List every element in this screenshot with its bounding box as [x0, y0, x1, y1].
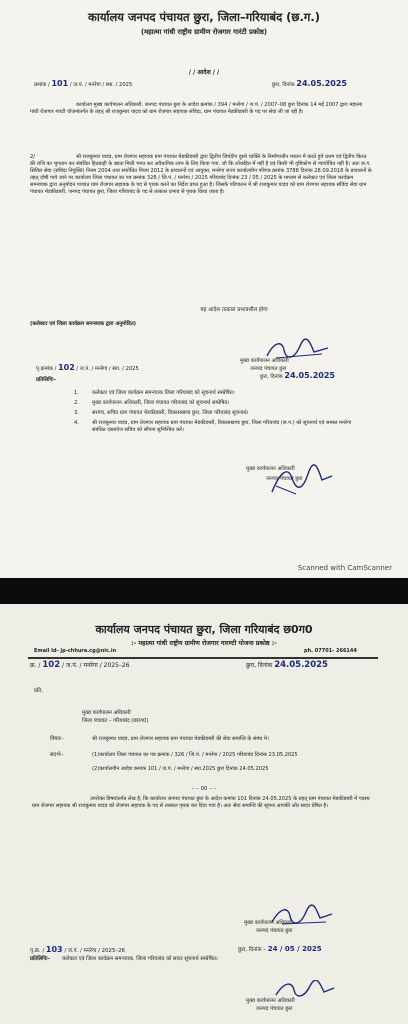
copy-date: छुरा, दिनांक 24.05.2025: [260, 371, 335, 380]
approval-note: (कलेक्टर एवं जिला कार्यक्रम समन्वयक द्वारा अनुमोदित): [30, 321, 137, 327]
letter-reference: क्र. / 102 / ज.पं. / मनरेगा / 2025–26: [30, 660, 130, 670]
bottom-copy-text: कलेक्टर एवं जिला कार्यक्रम समन्वयक, जिला गरियाबंद को सादर सूचनार्थ सम्प्रेषित।: [62, 956, 218, 962]
signatory-2-designation: मुख्य कार्यपालन अधिकारी: [246, 466, 295, 472]
copy-item-4: श्री राजकुमार यादव, ग्राम रोजगार सहायक ग्राम पंचायत मेडकीडबरी, विकासखण्ड छुरा, जिला गरियाबंद (छ.ग.) को सूचनार्थ एवं समस्त मनरेगा संबंधित दस्तावेज सचिव को सौंपना सुनिश्चित करें।: [92, 420, 352, 434]
scanner-watermark: Scanned with CamScanner: [297, 564, 392, 572]
signatory-2-office: जनपद पंचायत छुरा: [266, 476, 303, 482]
effect-line: यह आदेश तत्काल प्रभावशील होगा: [200, 307, 268, 313]
copy-reference: पृ.क्रमांक / 102 / ज.पं. / मनरेगा / स्था. / 2025: [36, 363, 139, 372]
signature-4-image: [272, 980, 338, 1000]
bottom-date: छुरा, दिनांक – 24 / 05 / 2025: [238, 945, 322, 953]
copy-item-1-number: 1.: [74, 390, 79, 396]
addressee-label: प्रति,: [34, 688, 43, 694]
signatory-3-designation: मुख्य कार्यपालन अधिकारी: [244, 920, 293, 926]
order-reference: क्रमांक / 101 / ज.पं. / मनरेगा / स्था. / 2025: [34, 79, 133, 88]
letter-document-page-2: [0, 604, 408, 1024]
paragraph-2-number: 2/: [30, 154, 36, 160]
reference-1: (1)कार्यालय जिला पंचायत का पत्र क्रमांक / 326 / जि.पं. / मनरेगा / 2025 गरियाबंद दिनांक 23.05.2025: [92, 752, 298, 758]
letter-body: उपरोक्त विषयांतर्गत लेख है, कि कार्यालय जनपद पंचायत छुरा के आदेश कमांक 101 दिनांक 24.05.2025 के तहत् ग्राम पंचायत मेडकीडबरी में पदस्थ ग्राम रोजगार सहायक श्री राजकुमार यादव को रोजगार सहायक के पद से तत्काल पृथक कर दिया गया है। अतः सेवा समाप्ति की सूचना आपकी ओर सादर प्रेषित है।: [32, 796, 370, 810]
addressee-designation: मुख्य कार्यपालन अधिकारी: [82, 710, 131, 716]
copy-item-2-number: 2.: [74, 400, 79, 406]
order-heading: / / आदेश / /: [188, 69, 220, 76]
order-paragraph-1: कार्यालय मुख्य कार्यपालन अधिकारी, जनपद पंचायत छुरा के आदेश क्रमांक / 394 / मनरेगा / ज.पं. / 2007–08 छुरा दिनांक 14 मई 2007 द्वारा महात्मा गांधी रोजगार गारंटी योजनांतर्गत के तहत् श्री राजकुमार यादव को ग्राम रोजगार सहायक संविदा, ग्राम पंचायत मेडकीडबरी के पद पर सेवा ली जा रही है।: [30, 102, 363, 116]
office-title: कार्यालय जनपद पंचायत छुरा, जिला गरियाबंद छ0ग0: [95, 623, 313, 636]
copy-item-2: मुख्य कार्यपालन अधिकारी, जिला पंचायत गरियाबंद को सूचनार्थ सम्प्रेषित।: [92, 400, 230, 406]
separator: – – 00 – –: [191, 786, 217, 792]
office-title: कार्यालय जनपद पंचायत छुरा, जिला–गरियाबंद (छ.ग.): [88, 10, 320, 24]
signatory-4-designation: मुख्य कार्यपालन अधिकारी: [246, 998, 295, 1004]
addressee-office: जिला पंचायत – गरियाबंद (छ0ग0): [82, 718, 149, 724]
subject-text: श्री राजकुमार यादव, ग्राम रोजगार सहायक ग्राम पंचायत मेडकीडबरी की सेवा समाप्ति के संबंध मे।: [92, 736, 269, 742]
bottom-reference: पृ.क्र. / 103 / ज.पं. / मनरेगा / 2025–26: [30, 945, 125, 954]
copy-item-4-number: 4.: [74, 420, 79, 426]
signatory-4-office: जनपद पंचायत छुरा: [256, 1006, 293, 1012]
copy-item-1: कलेक्टर एवं जिला कार्यक्रम समन्वयक जिला गरियाबंद को सूचनार्थ सम्प्रेषित।: [92, 390, 235, 396]
office-subtitle: :- महात्मा गांधी राष्ट्रीय ग्रामीण रोजगार गारण्टी योजना प्रकोष्ठ :-: [131, 640, 277, 647]
signatory-1-office: जनपद पंचायत छुरा: [250, 366, 287, 372]
signatory-3-office: जनपद पंचायत छुरा: [256, 928, 293, 934]
copy-label: प्रतिलिपिः–: [36, 377, 57, 383]
office-email: Email Id- jp-chhura.cg@nic.in: [34, 648, 117, 654]
copy-item-3: सरपंच, सचिव ग्राम पंचायत मेडकीडबरी, विकासखण्ड छुरा, जिला गरियाबंद सूचनार्थ।: [92, 410, 249, 416]
office-phone: ph. 07701- 266144: [304, 648, 357, 654]
reference-2: (2)कार्यालयीन आदेश कमांक 101 / ज.पं. / मनरेगा / स्था.2025 छुरा दिनांक 24.05.2025: [92, 766, 269, 772]
office-subtitle: (महात्मा गांधी राष्ट्रीय ग्रामीण रोजगार गारंटी प्रकोष्ठ): [140, 28, 267, 36]
order-date: छुरा, दिनांक 24.05.2025: [272, 79, 347, 88]
header-rule: [28, 657, 378, 659]
bottom-copy-label: प्रतिलिपिः–: [30, 956, 51, 962]
copy-item-3-number: 3.: [74, 410, 79, 416]
signatory-1-designation: मुख्य कार्यपालन अधिकारी: [240, 358, 289, 364]
subject-label: विषयः–: [50, 736, 64, 742]
order-paragraph-2: श्री राजकुमार यादव, ग्राम रोजगार सहायक ग्राम पंचायत मेडकीडबरी द्वारा द्वितीय जियोटैग दुसरे व्यक्ति के निर्माणाधीन मकान में करते हुये प्रथम एवं द्वितीय किश्त की राशि का भुगतान कर संबंधित हितग्राही के खाता मिली भगत कर अवैधानिक लाभ के लिए किया गया, जो कि लोकहित में नहीं है एवं किसी भी दृष्टिकोण से न्यायोचित नहीं है। अतः छ.ग. सिविल सेवा (संविदा नियुक्ति) नियम 2004 तथा संशोधित नियम 2012 के प्रावधानों एवं आयुक्त, मनरेगा राज्य कार्यालयीन परिपत्र क्रमांक 3788 दिनांक 28.09.2018 के प्रावधानों के तहत् दोषी पाये जाने पर कार्यालय जिला पंचायत का पत्र क्रमांक 326 / जि.पं. / मनरेगा / 2025 गरियाबंद दिनांक 23 / 05 / 2025 के माध्यम से कलेक्टर एवं जिला कार्यक्रम समन्वयक द्वारा अनुमोदन पश्चात ग्राम रोजगार सहायक के पद से पृथक करने का निर्देश प्राप्त हुआ है। जिसके परिपालन में श्री राजकुमार यादव को ग्राम रोजगार सहायक संविदा सेवा ग्राम पंचायत मेडकीडबरी, जनपद पंचायत छुरा, जिला गरियाबंद के पद से तत्काल प्रभाव से पृथक किया जाता है।: [30, 154, 372, 196]
page-divider: [0, 578, 408, 604]
reference-label: संदर्भः–: [50, 752, 64, 758]
letter-date: छुरा, दिनांक 24.05.2025: [246, 660, 328, 670]
